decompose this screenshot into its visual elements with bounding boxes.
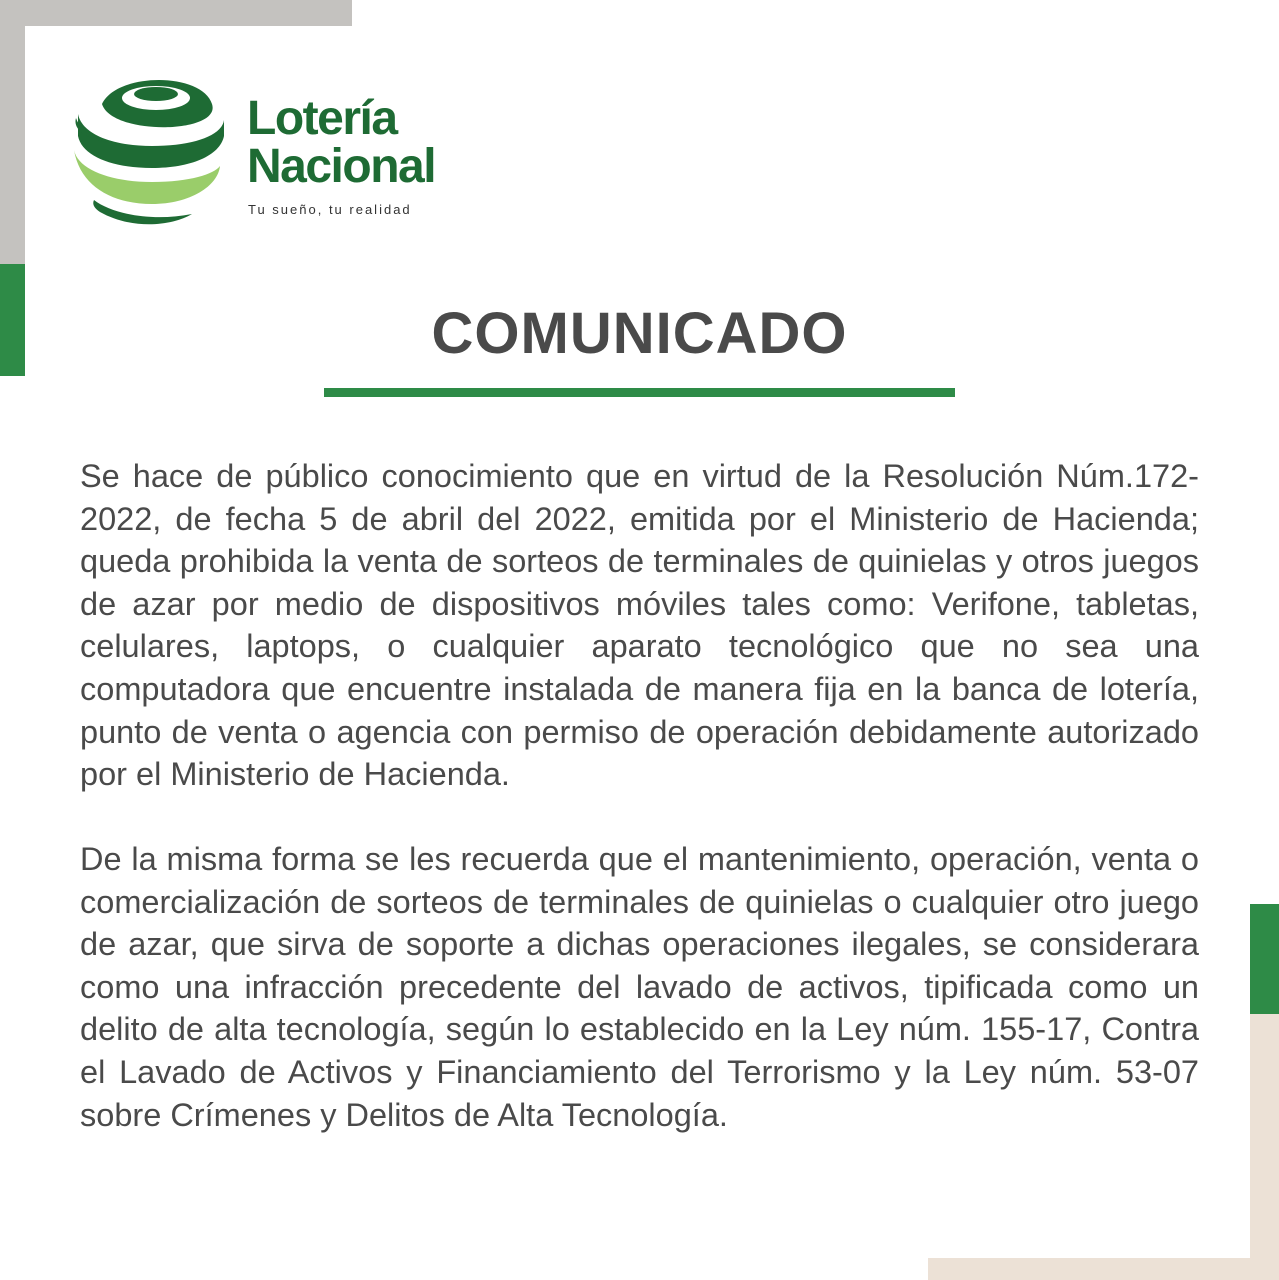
brand-name-line1: Lotería <box>247 92 397 145</box>
body-paragraph-2: De la misma forma se les recuerda que el mantenimiento, operación, venta o comercialización de sorteos de terminales de quinielas o cualquier otro juego de azar, que sirva de soporte a dichas operaciones ilegales, se considerara como una infracción precedente del lavado de activos, tipificada como un delito de alta tecnología, según lo establecido en la Ley núm. 155-17, Contra el Lavado de Activos y Financiamiento del Terrorismo y la Ley núm. 53-07 sobre Crímenes y Delitos de Alta Tecnología. <box>80 841 1199 1133</box>
brand-name-line2: Nacional <box>247 140 436 193</box>
brand-tagline: Tu sueño, tu realidad <box>248 202 412 217</box>
frame-right-beige-bar <box>1250 1014 1279 1280</box>
frame-right-green-bar <box>1250 904 1279 1016</box>
body-paragraph-1: Se hace de público conocimiento que en virtud de la Resolución Núm.172-2022, de fecha 5 de abril del 2022, emitida por el Ministerio de Hacienda; queda prohibida la venta de sorteos de terminales de quinielas y otros juegos de azar por medio de dispositivos móviles tales como: Verifone, tabletas, celulares, laptops, o cualquier aparato tecnológico que no sea una computadora que encuentre instalada de manera fija en la banca de lotería, punto de venta o agencia con permiso de operación debidamente autorizado por el Ministerio de Hacienda. <box>80 458 1199 793</box>
frame-left-gray-bar <box>0 0 25 266</box>
title-underline <box>324 388 955 397</box>
document-title: COMUNICADO <box>431 301 848 366</box>
brand-logo <box>72 74 472 234</box>
globe-stripes-logo-icon <box>72 74 232 234</box>
frame-top-left-gray-bar <box>0 0 352 26</box>
frame-bottom-beige-bar <box>928 1258 1279 1280</box>
